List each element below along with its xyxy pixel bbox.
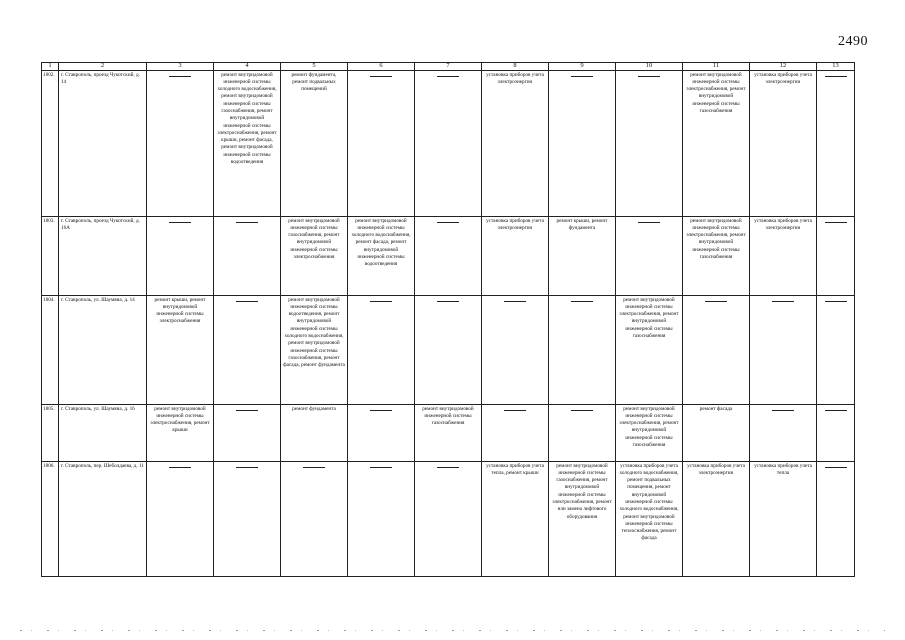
- empty-cell: [415, 70, 482, 216]
- dash-mark: [236, 467, 258, 468]
- column-number: 8: [482, 63, 549, 71]
- work-cell: ремонт фундамента: [281, 404, 348, 461]
- dash-mark: [504, 301, 526, 302]
- work-cell: ремонт внутридомовой инженерной системы газоснабжения, ремонт внутридомовой инженерной системы электроснабжения, ремонт или замена лифтового оборудования: [549, 461, 616, 576]
- dash-mark: [705, 301, 727, 302]
- dash-mark: [772, 301, 794, 302]
- scan-noise-line: [20, 630, 885, 631]
- page-number: 2490: [838, 34, 868, 49]
- work-cell: ремонт фасада: [683, 404, 750, 461]
- empty-cell: [415, 216, 482, 295]
- table-row: [42, 216, 855, 295]
- work-cell: ремонт внутридомовой инженерной системы электроснабжения, ремонт внутридомовой инженерной системы газоснабжения: [616, 295, 683, 404]
- work-cell: установка приборов учета тепла, ремонт крыши: [482, 461, 549, 576]
- work-cell: ремонт внутридомовой инженерной системы газоснабжения: [415, 404, 482, 461]
- empty-cell: [415, 461, 482, 576]
- empty-cell: [348, 295, 415, 404]
- work-cell: ремонт внутридомовой инженерной системы водоотведения, ремонт внутридомовой инженерной системы холодного водоснабжения, ремонт внутридомовой инженерной системы газоснабжения, ремонт фасада, ремонт фундамента: [281, 295, 348, 404]
- column-number: 7: [415, 63, 482, 71]
- work-cell: установка приборов учета электроэнергии: [683, 461, 750, 576]
- empty-cell: [616, 216, 683, 295]
- empty-cell: [348, 70, 415, 216]
- empty-cell: [549, 404, 616, 461]
- table-row: [42, 404, 855, 461]
- work-cell: ремонт внутридомовой инженерной системы электроснабжения, ремонт внутридомовой инженерной системы газоснабжения: [683, 216, 750, 295]
- empty-cell: [817, 70, 855, 216]
- work-cell: установка приборов учета холодного водоснабжения, ремонт подвальных помещения, ремонт внутридомовой инженерной системы холодного водоснабжения, ремонт внутридомовой инженерной системы теплоснабжения, ремонт фасада: [616, 461, 683, 576]
- work-cell: ремонт внутридомовой инженерной системы электроснабжения, ремонт внутридомовой инженерной системы газоснабжения: [616, 404, 683, 461]
- dash-mark: [236, 301, 258, 302]
- empty-cell: [817, 404, 855, 461]
- work-cell: ремонт внутридомовой инженерной системы электроснабжения, ремонт крыши: [147, 404, 214, 461]
- empty-cell: [214, 461, 281, 576]
- work-cell: ремонт фундамента, ремонт подвальных помещений: [281, 70, 348, 216]
- dash-mark: [370, 301, 392, 302]
- work-cell: установка приборов учета тепла: [750, 461, 817, 576]
- dash-mark: [236, 222, 258, 223]
- empty-cell: [817, 295, 855, 404]
- column-number: 10: [616, 63, 683, 71]
- row-number: 1802.: [42, 70, 59, 216]
- empty-cell: [549, 70, 616, 216]
- table-row: [42, 461, 855, 576]
- work-cell: установка приборов учета электроэнергии: [482, 216, 549, 295]
- dash-mark: [638, 222, 660, 223]
- dash-mark: [772, 410, 794, 411]
- dash-mark: [437, 222, 459, 223]
- column-number: 12: [750, 63, 817, 71]
- column-number: 3: [147, 63, 214, 71]
- dash-mark: [571, 410, 593, 411]
- empty-cell: [147, 216, 214, 295]
- dash-mark: [825, 467, 847, 468]
- row-number: 1803.: [42, 216, 59, 295]
- column-number: 9: [549, 63, 616, 71]
- column-number: 4: [214, 63, 281, 71]
- dash-mark: [169, 467, 191, 468]
- empty-cell: [281, 461, 348, 576]
- dash-mark: [437, 301, 459, 302]
- dash-mark: [169, 76, 191, 77]
- work-cell: ремонт внутридомовой инженерной системы газоснабжения, ремонт внутридомовой инженерной системы электроснабжения: [281, 216, 348, 295]
- dash-mark: [437, 467, 459, 468]
- column-number-row: [42, 63, 855, 71]
- work-cell: ремонт внутридомовой инженерной системы холодного водоснабжения, ремонт внутридомовой инженерной системы газоснабжения, ремонт внутридомовой инженерной системы электроснабжения, ремонт крыши, ремонт фасада, ремонт внутридомовой инженерной системы водоотведения: [214, 70, 281, 216]
- empty-cell: [482, 295, 549, 404]
- dash-mark: [825, 301, 847, 302]
- column-number: 5: [281, 63, 348, 71]
- dash-mark: [437, 76, 459, 77]
- dash-mark: [370, 467, 392, 468]
- row-number: 1806.: [42, 461, 59, 576]
- column-number: 11: [683, 63, 750, 71]
- address-cell: г. Ставрополь, пер. Шеболдаева, д. 11: [59, 461, 147, 576]
- dash-mark: [571, 76, 593, 77]
- empty-cell: [549, 295, 616, 404]
- empty-cell: [750, 295, 817, 404]
- work-cell: ремонт внутридомовой инженерной системы холодного водоснабжения, ремонт фасада, ремонт внутридомовой инженерной системы водоотведения: [348, 216, 415, 295]
- address-cell: г. Ставрополь, проезд Чукотский, д. 14: [59, 70, 147, 216]
- empty-cell: [817, 216, 855, 295]
- repair-schedule-table: [41, 62, 855, 577]
- column-number: 6: [348, 63, 415, 71]
- work-cell: установка приборов учета электроэнергии: [750, 216, 817, 295]
- empty-cell: [214, 404, 281, 461]
- dash-mark: [825, 222, 847, 223]
- dash-mark: [638, 76, 660, 77]
- address-cell: г. Ставрополь, ул. Шаумяна, д. 14: [59, 295, 147, 404]
- row-number: 1805.: [42, 404, 59, 461]
- empty-cell: [482, 404, 549, 461]
- dash-mark: [571, 301, 593, 302]
- column-number: 13: [817, 63, 855, 71]
- empty-cell: [683, 295, 750, 404]
- column-number: 2: [59, 63, 147, 71]
- empty-cell: [147, 461, 214, 576]
- work-cell: ремонт внутридомовой инженерной системы электроснабжения, ремонт внутридомовой инженерной системы газоснабжения: [683, 70, 750, 216]
- work-cell: ремонт крыши, ремонт фундамента: [549, 216, 616, 295]
- row-number: 1804.: [42, 295, 59, 404]
- dash-mark: [825, 76, 847, 77]
- dash-mark: [825, 410, 847, 411]
- dash-mark: [303, 467, 325, 468]
- dash-mark: [370, 410, 392, 411]
- work-cell: установка приборов учета электроэнергии: [482, 70, 549, 216]
- address-cell: г. Ставрополь, проезд Чукотский, д. 16А: [59, 216, 147, 295]
- column-number: 1: [42, 63, 59, 71]
- empty-cell: [616, 70, 683, 216]
- work-cell: установка приборов учета электроэнергии: [750, 70, 817, 216]
- empty-cell: [214, 216, 281, 295]
- empty-cell: [348, 404, 415, 461]
- table-row: [42, 70, 855, 216]
- table-row: [42, 295, 855, 404]
- empty-cell: [415, 295, 482, 404]
- dash-mark: [169, 222, 191, 223]
- empty-cell: [348, 461, 415, 576]
- dash-mark: [504, 410, 526, 411]
- empty-cell: [214, 295, 281, 404]
- address-cell: г. Ставрополь, ул. Шаумяна, д. 16: [59, 404, 147, 461]
- empty-cell: [147, 70, 214, 216]
- work-cell: ремонт крыши, ремонт внутридомовой инженерной системы электроснабжения: [147, 295, 214, 404]
- dash-mark: [370, 76, 392, 77]
- dash-mark: [236, 410, 258, 411]
- empty-cell: [817, 461, 855, 576]
- empty-cell: [750, 404, 817, 461]
